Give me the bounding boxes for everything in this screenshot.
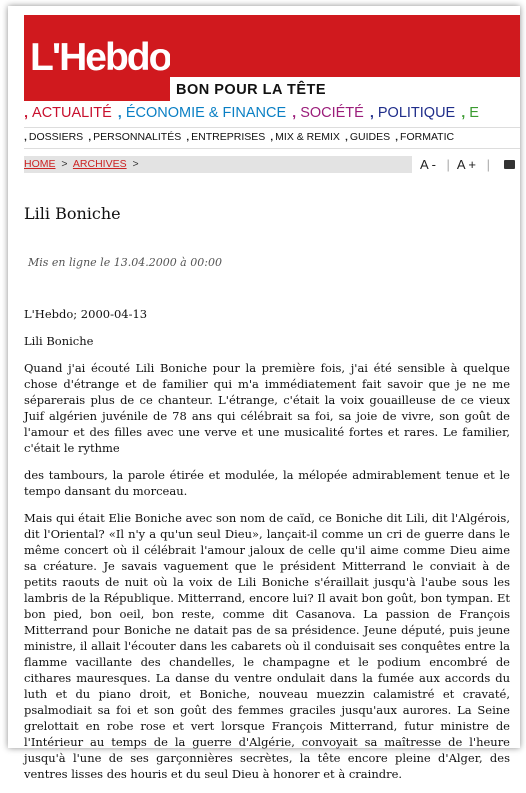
subnav-item[interactable] <box>24 131 83 143</box>
site-logo[interactable]: L'Hebdo <box>24 15 170 101</box>
nav-item-économie-finance[interactable] <box>118 105 286 121</box>
nav-divider <box>24 127 520 128</box>
print-icon[interactable] <box>504 160 515 169</box>
header-banner <box>170 15 520 77</box>
subnav-item[interactable] <box>270 131 340 143</box>
nav-item-actualité[interactable] <box>24 105 112 121</box>
browser-page-frame <box>8 6 520 781</box>
tools-divider: | <box>446 157 450 172</box>
article-paragraph: Mais qui était Elie Boniche avec son nom de caïd, ce Boniche dit Lili, dit l'Algérois, dit l'Oriental? «Il n'y a qu'un seul Dieu», lançait-il comme un cri de guerre dans le même concert où il célébrait l'amour jaloux de celle qu'il aime comme Dieu aime sa créature. Je savais vaguement que le président Mitterrand le conviait à de petits raouts de nuit où la voix de Lili Boniche s'éraillait jusqu'à l'aube sous les lambris de la République. Mitterrand, encore lui? Il avait bon goût, bon tympan. Et bon pied, bon oeil, bon reste, comme dit Casanova. La passion de François Mitterrand pour Boniche ne datait pas de sa présidence. Jeune député, puis jeune ministre, il allait l'écouter dans les cabarets où il conduisait ses conquêtes entre la flamme vacillante des chandelles, le champagne et le podium encombré de cithares mauresques. La danse du ventre ondulait dans la fumée aux accords du luth et du piano droit, et Boniche, nouveau muezzin calamistré et cravaté, psalmodiait sa foi et son goût des femmes graciles jusqu'aux aurores. La Seine grelottait en robe rose et vert lorsque François Mitterrand, futur ministre de l'Intérieur au temps de la guerre d'Algérie, convoyait sa maîtresse de l'heure jusqu'à l'une de ses garçonnières secrètes, la tête encore pleine d'Alger, des ventres lisses des houris et du seul Dieu à honorer et à craindre. <box>24 511 510 781</box>
nav-item-label: POLITIQUE <box>377 105 456 121</box>
subnav-item-label: ENTREPRISES <box>191 131 266 143</box>
primary-navigation <box>24 105 485 121</box>
article-body <box>24 306 510 793</box>
subnav-item[interactable] <box>186 131 265 143</box>
breadcrumb-separator: > <box>61 158 68 170</box>
nav-item-e[interactable] <box>461 105 479 121</box>
nav-item-politique[interactable] <box>370 105 455 121</box>
source-line: L'Hebdo; 2000-04-13 <box>24 307 148 321</box>
subnav-item[interactable] <box>345 131 390 143</box>
increase-font-button[interactable]: A + <box>456 157 476 172</box>
site-header <box>24 15 520 101</box>
nav-item-label: E <box>469 105 479 121</box>
nav-marker-icon: ‚ <box>369 105 374 121</box>
breadcrumb <box>24 156 412 173</box>
nav-marker-icon: ‚ <box>292 105 297 121</box>
subnav-marker-icon: ‚ <box>24 131 27 143</box>
nav-item-label: ACTUALITÉ <box>32 105 112 121</box>
subnav-marker-icon: ‚ <box>270 131 274 143</box>
nav-marker-icon: ‚ <box>461 105 466 121</box>
subnav-marker-icon: ‚ <box>88 131 92 143</box>
article-title: Lili Boniche <box>24 204 121 223</box>
site-tagline: BON POUR LA TÊTE <box>176 82 327 98</box>
subnav-item-label: DOSSIERS <box>28 131 84 143</box>
subnav-item[interactable] <box>88 131 181 143</box>
nav-item-label: SOCIÉTÉ <box>300 105 364 121</box>
subnav-item-label: PERSONNALITÉS <box>93 131 182 143</box>
subnav-marker-icon: ‚ <box>186 131 190 143</box>
article-subtitle: Lili Boniche <box>24 334 94 348</box>
subnav-marker-icon: ‚ <box>395 131 399 143</box>
article-tools <box>420 156 518 173</box>
breadcrumb-archives-link[interactable]: ARCHIVES <box>72 158 127 170</box>
nav-item-label: ÉCONOMIE & FINANCE <box>125 105 287 121</box>
nav-marker-icon: ‚ <box>24 105 29 121</box>
breadcrumb-home-link[interactable]: HOME <box>24 158 56 170</box>
subnav-item[interactable] <box>395 131 454 143</box>
subnav-item-label: FORMATIC <box>400 131 455 143</box>
publish-date: Mis en ligne le 13.04.2000 à 00:00 <box>28 256 222 269</box>
subnav-item-label: GUIDES <box>349 131 391 143</box>
nav-divider <box>24 148 520 149</box>
article-paragraph: des tambours, la parole étirée et modulée, la mélopée admirablement tenue et le tempo dansant du morceau. <box>24 468 510 498</box>
breadcrumb-separator: > <box>132 158 139 170</box>
subnav-item-label: MIX & REMIX <box>275 131 340 143</box>
decrease-font-button[interactable]: A - <box>420 157 436 172</box>
subnav-marker-icon: ‚ <box>344 131 348 143</box>
tools-divider: | <box>486 157 491 172</box>
nav-marker-icon: ‚ <box>117 105 122 121</box>
nav-item-société[interactable] <box>292 105 364 121</box>
article-paragraph: Quand j'ai écouté Lili Boniche pour la première fois, j'ai été sensible à quelque chose d'étrange et de familier qui m'a immédiatement fait savoir que je ne me séparerais plus de ce chanteur. L'étrange, c'était la voix gouailleuse de ce vieux Juif algérien juvénile de 78 ans qui célébrait sa foi, sa joie de vivre, son goût de l'amour et des filles avec une verve et une musicalité fortes et rares. Le familier, c'était le rythme <box>24 361 510 455</box>
secondary-navigation <box>24 131 459 143</box>
